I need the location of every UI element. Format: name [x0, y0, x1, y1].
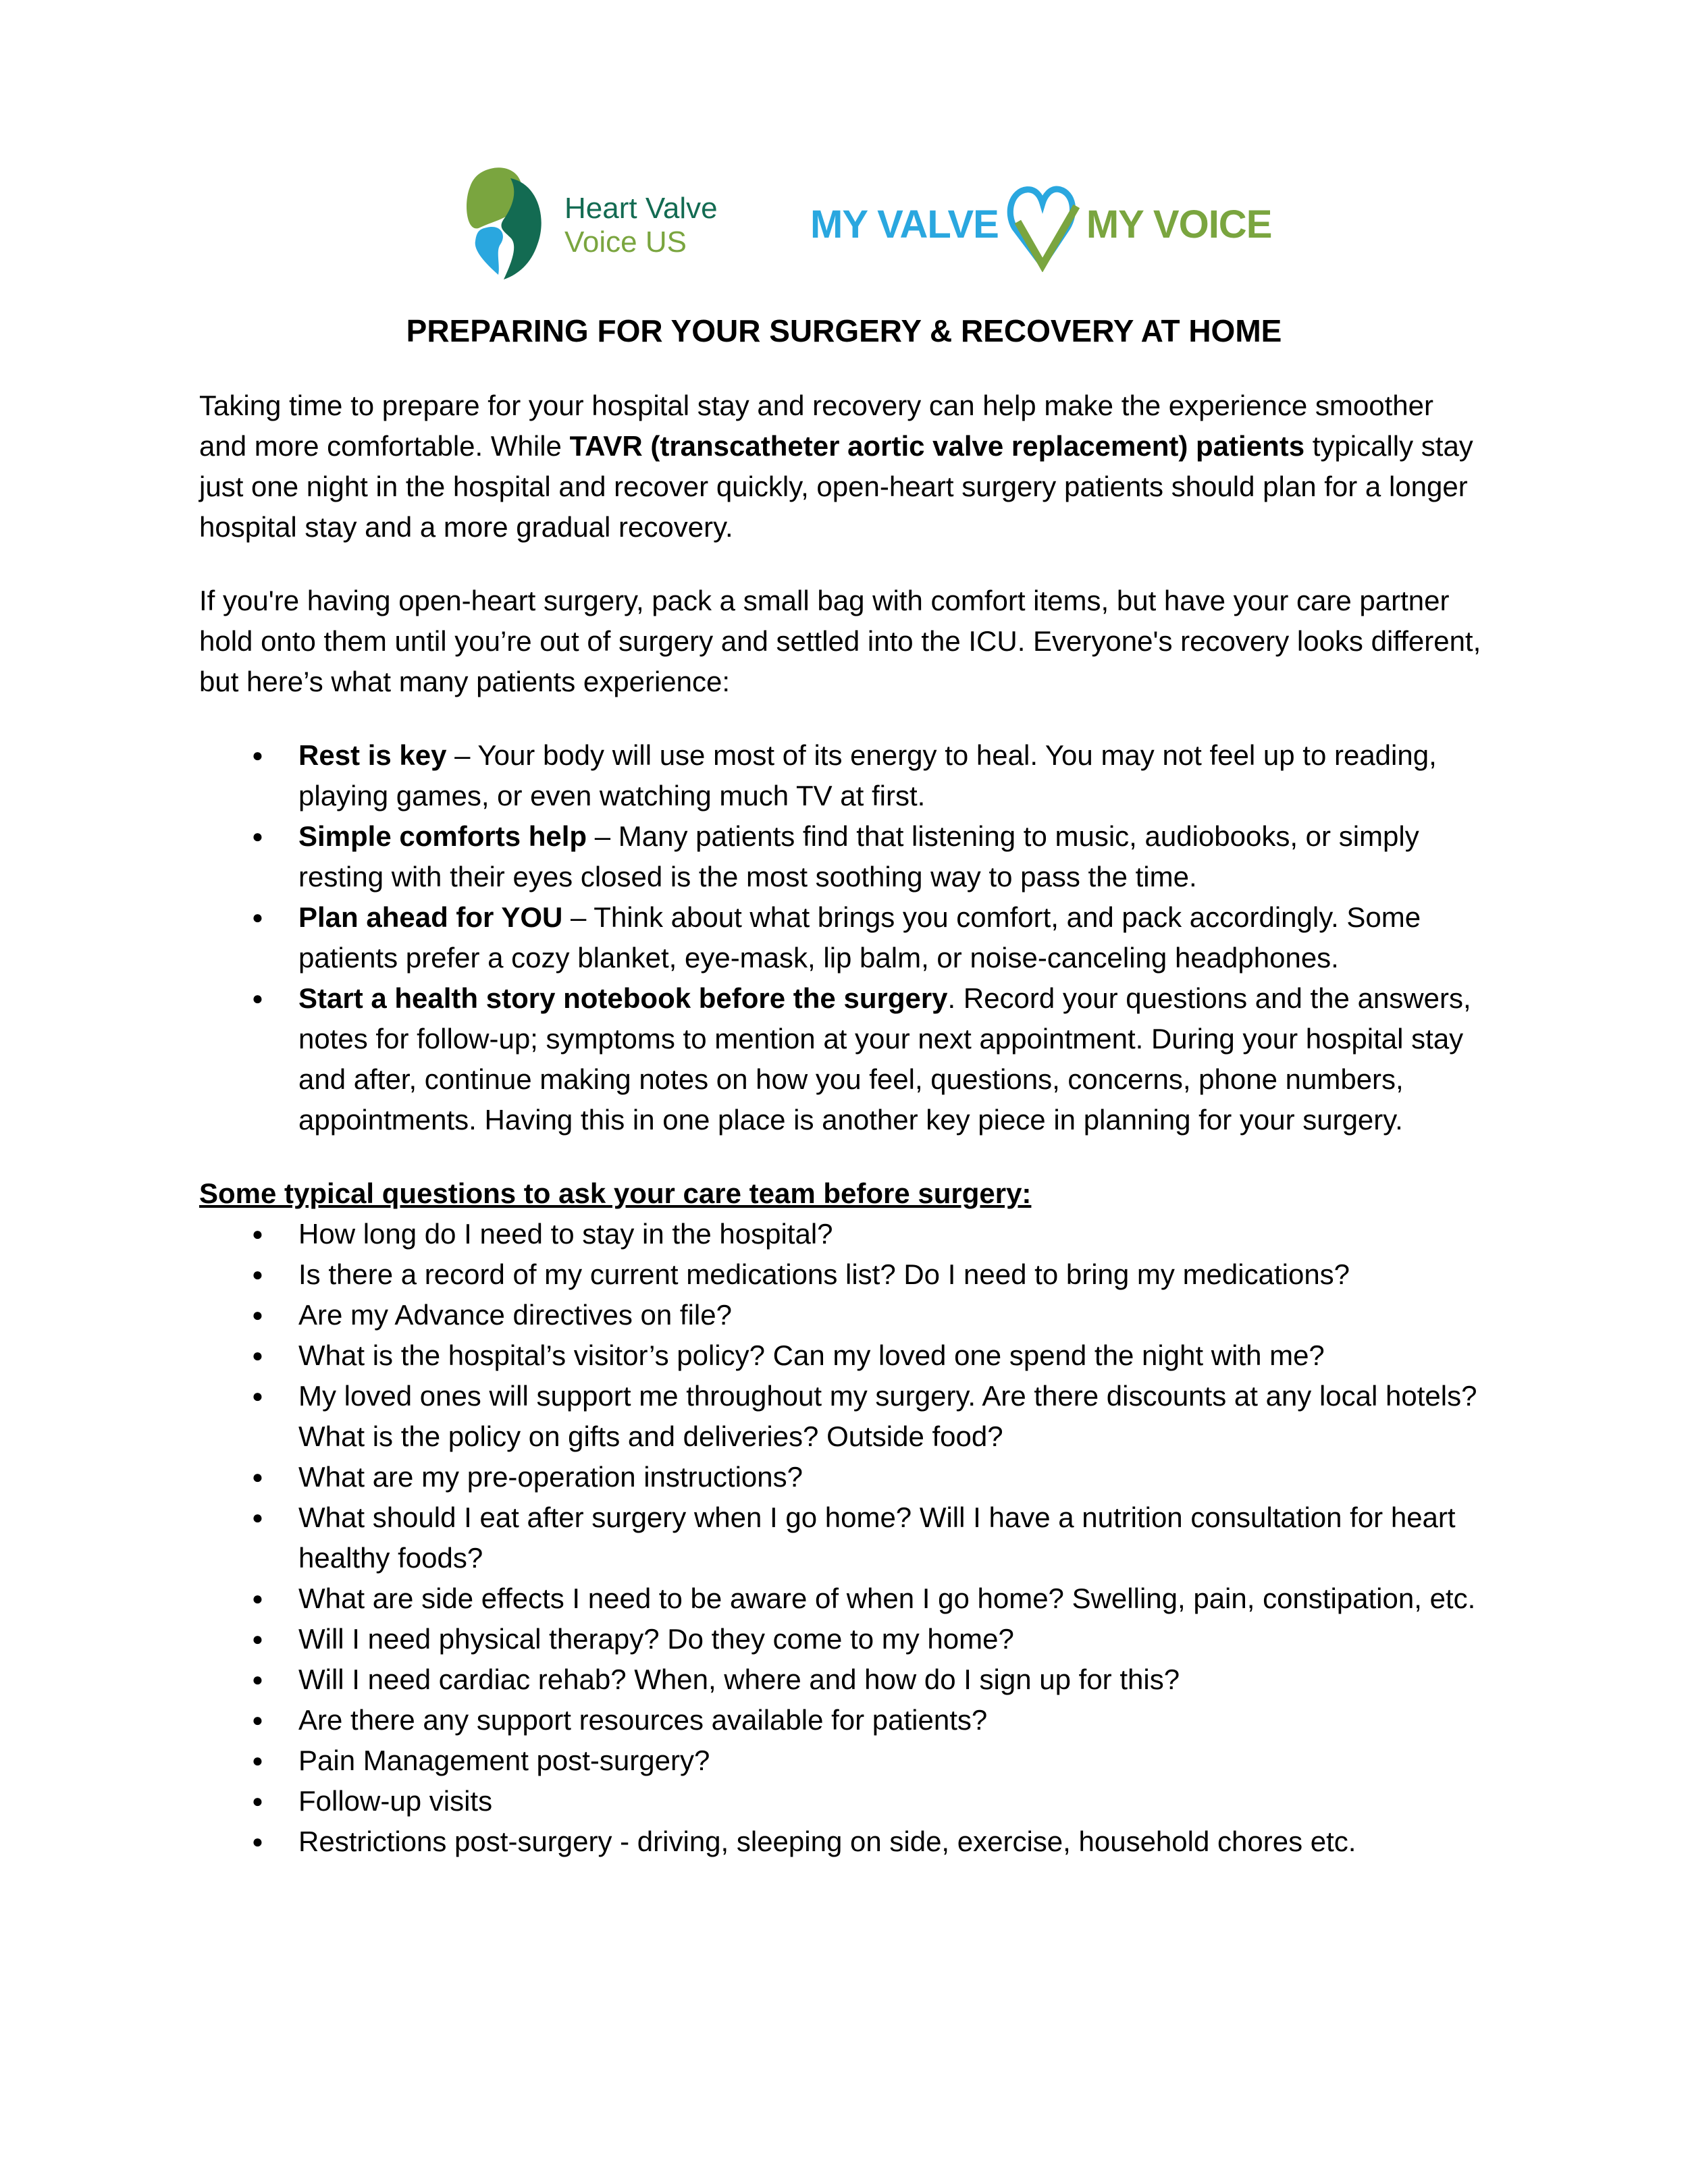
tip-title: Start a health story notebook before the surgery [298, 982, 948, 1014]
logo-text-line2: Voice US [564, 225, 687, 259]
my-valve-my-voice-logo [810, 174, 1271, 275]
logo-my-valve: MY VALVE [810, 203, 999, 246]
tip-title: Rest is key [298, 739, 447, 771]
list-item: ● What are side effects I need to be aware of when I go home? Swelling, pain, constipation, etc. [199, 1578, 1482, 1619]
intro-text: typically stay just one night in the hospital and recover quickly, open-heart surgery patients should plan for a longer hospital stay and a more gradual recovery. [199, 430, 1473, 543]
intro-text: Taking time to prepare for your hospital stay and recovery can help make the experience smoother and more comfortable. While [199, 390, 1433, 462]
logo-text-line1: Heart Valve [564, 192, 718, 225]
list-item: ● My loved ones will support me throughout my surgery. Are there discounts at any local hotels? What is the policy on gifts and deliveries? Outside food? [199, 1376, 1482, 1457]
document-body [199, 385, 1482, 1862]
list-item: ● Restrictions post-surgery - driving, sleeping on side, exercise, household chores etc. [199, 1821, 1482, 1862]
list-item: ● Are there any support resources available for patients? [199, 1700, 1482, 1740]
tip-text: – Your body will use most of its energy to heal. You may not feel up to reading, playing games, or even watching much TV at first. [298, 739, 1437, 811]
list-item: ● Follow-up visits [199, 1781, 1482, 1821]
tip-text: – Think about what brings you comfort, and pack accordingly. Some patients prefer a cozy blanket, eye-mask, lip balm, or noise-canceling headphones. [298, 901, 1421, 974]
list-item: ● Are my Advance directives on file? [199, 1295, 1482, 1335]
list-item [199, 978, 1482, 1140]
heart-valve-logo-mark-icon [463, 163, 551, 279]
list-item: ● How long do I need to stay in the hospital? [199, 1214, 1482, 1254]
tip-text: . Record your questions and the answers, notes for follow-up; symptoms to mention at your next appointment. During your hospital stay and after, continue making notes on how you feel, questions, concerns, phone numbers, appointments. Having this in one place is another key piece in planning for your surgery. [298, 982, 1471, 1136]
page-title: PREPARING FOR YOUR SURGERY & RECOVERY AT HOME [406, 313, 1282, 348]
list-item: ● Is there a record of my current medications list? Do I need to bring my medications? [199, 1254, 1482, 1295]
list-item: ● Will I need physical therapy? Do they come to my home? [199, 1619, 1482, 1659]
tip-title: Simple comforts help [298, 820, 587, 852]
list-item: ● Pain Management post-surgery? [199, 1740, 1482, 1781]
intro-bold-text: TAVR (transcatheter aortic valve replacement) patients [569, 430, 1305, 462]
tips-list [199, 735, 1482, 1140]
list-item [199, 897, 1482, 978]
heart-check-icon [1005, 178, 1080, 272]
logos-header [0, 162, 1688, 284]
list-item: ● What should I eat after surgery when I go home? Will I have a nutrition consultation for heart healthy foods? [199, 1497, 1482, 1578]
list-item [199, 816, 1482, 897]
tip-text: – Many patients find that listening to music, audiobooks, or simply resting with their eyes closed is the most soothing way to pass the time. [298, 820, 1419, 893]
intro-paragraph-1 [199, 385, 1482, 548]
list-item [199, 735, 1482, 816]
heart-valve-voice-logo [463, 163, 718, 279]
questions-list [199, 1214, 1482, 1862]
tip-title: Plan ahead for YOU [298, 901, 563, 933]
questions-heading: Some typical questions to ask your care team before surgery: [199, 1177, 1032, 1209]
list-item: ● What is the hospital’s visitor’s policy? Can my loved one spend the night with me? [199, 1335, 1482, 1376]
intro-paragraph-2: If you're having open-heart surgery, pack a small bag with comfort items, but have your care partner hold onto them until you’re out of surgery and settled into the ICU. Everyone's recovery looks different, but here’s what many patients experience: [199, 585, 1481, 697]
list-item: ● What are my pre-operation instructions? [199, 1457, 1482, 1497]
list-item: ● Will I need cardiac rehab? When, where and how do I sign up for this? [199, 1659, 1482, 1700]
logo-my-voice: MY VOICE [1086, 203, 1272, 246]
